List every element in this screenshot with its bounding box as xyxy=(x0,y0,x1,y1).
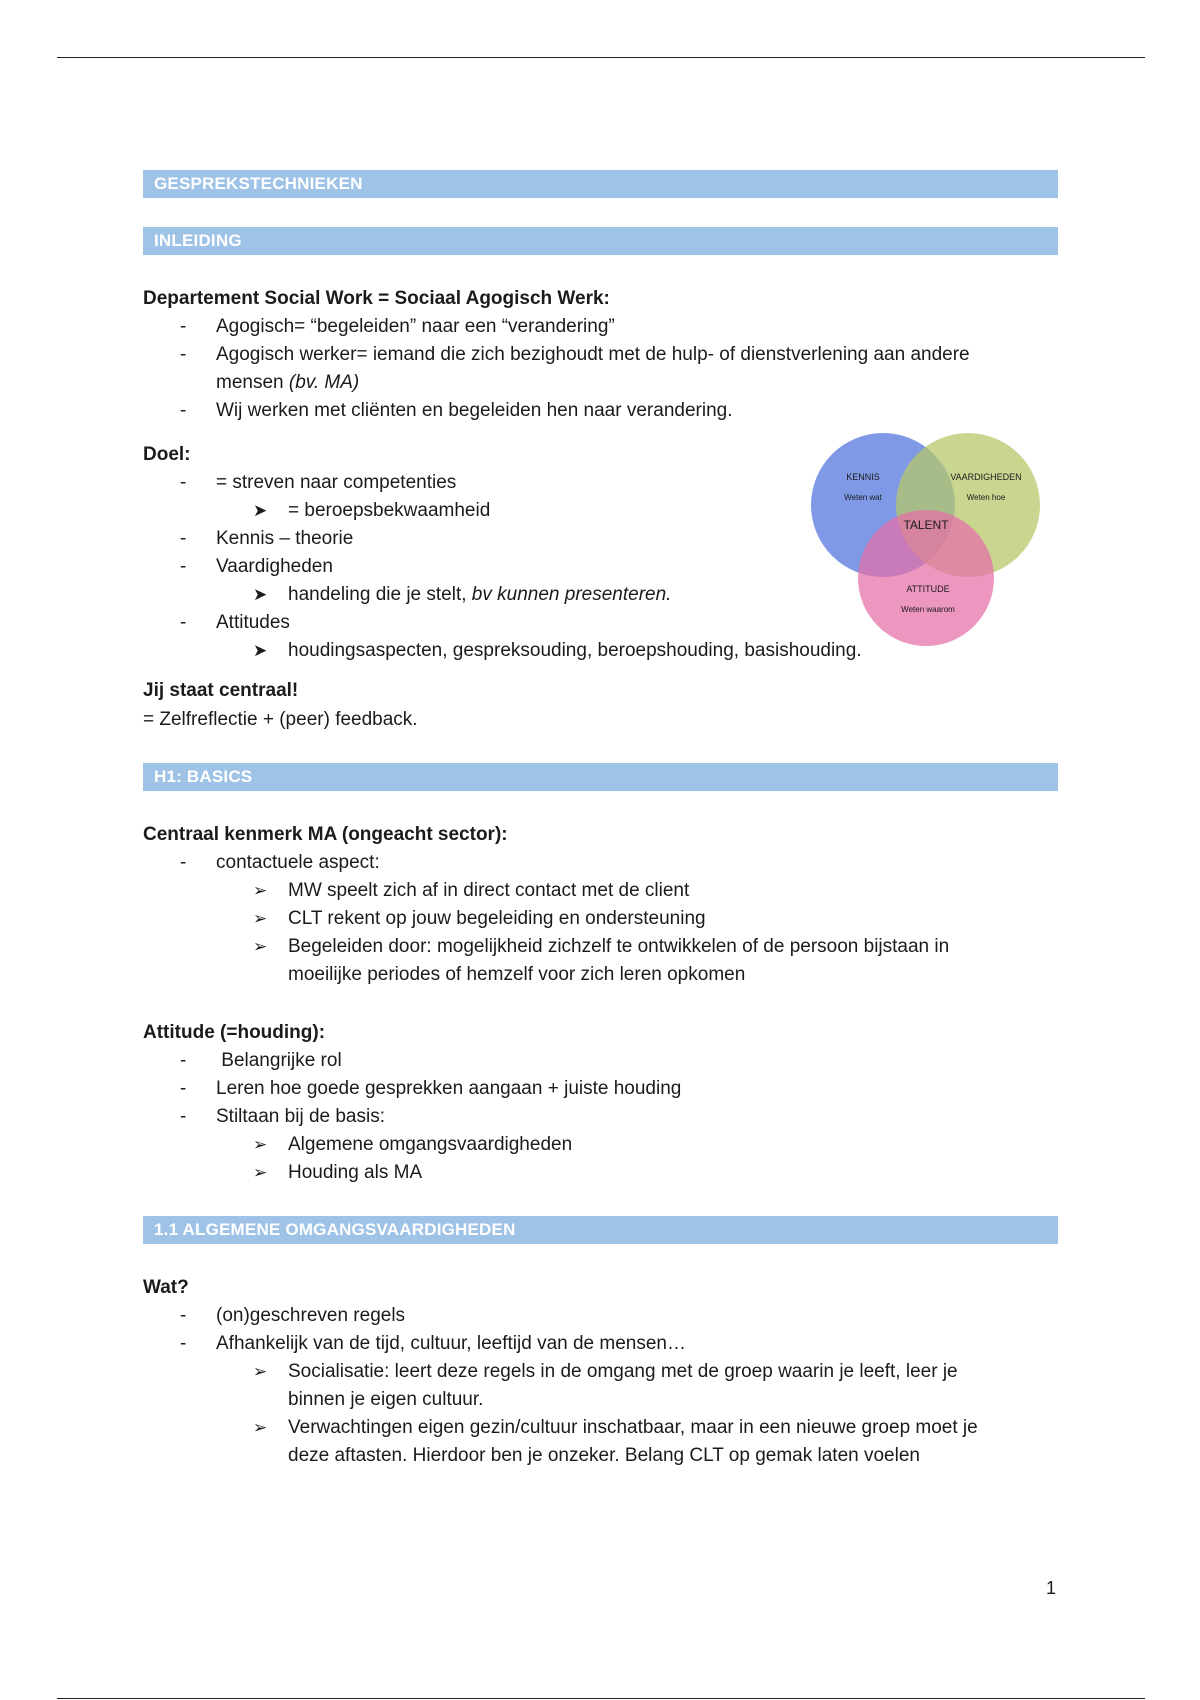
list-item-text: houdingsaspecten, gespreksouding, beroepshouding, basishouding. xyxy=(288,640,862,661)
list-item-text: contactuele aspect: xyxy=(216,852,380,873)
list-item-text: Kennis – theorie xyxy=(216,528,354,549)
venn-sublabel-attitude: Weten waarom xyxy=(901,605,955,614)
centraal-heading: Jij staat centraal! xyxy=(143,680,299,701)
list-item xyxy=(143,1414,1058,1470)
arrow-bullet-icon: ➢ xyxy=(253,1135,268,1154)
list-item-text: Stiltaan bij de basis: xyxy=(216,1106,385,1127)
section-heading-basics: H1: BASICS xyxy=(143,763,1058,791)
list-item-text: Agogisch= “begeleiden” naar een “verandering” xyxy=(216,316,615,337)
list-item-text: Afhankelijk van de tijd, cultuur, leeftijd van de mensen… xyxy=(216,1333,686,1354)
attitude-heading: Attitude (=houding): xyxy=(143,1022,326,1043)
list-item-text: Wij werken met cliënten en begeleiden hen naar verandering. xyxy=(216,400,733,421)
list-item-text: bv kunnen presenteren. xyxy=(471,584,672,605)
list-item-text: moeilijke periodes of hemzelf voor zich leren opkomen xyxy=(288,964,746,985)
list-item xyxy=(143,1131,1058,1159)
list-item-text: = beroepsbekwaamheid xyxy=(288,500,491,521)
list-item xyxy=(143,313,1058,341)
venn-label-vaardigheden: VAARDIGHEDEN xyxy=(950,472,1022,482)
list-item xyxy=(143,877,1058,905)
arrow-bullet-icon: ➢ xyxy=(253,1418,268,1437)
list-item-text: (bv. MA) xyxy=(288,372,360,393)
venn-center-label: TALENT xyxy=(903,518,949,532)
attitude-list xyxy=(143,1047,1058,1187)
list-item-text: mensen xyxy=(216,372,284,393)
list-item xyxy=(143,1302,1058,1330)
list-item xyxy=(143,1103,1058,1131)
list-item xyxy=(143,1330,1058,1358)
competence-venn-diagram xyxy=(783,430,1043,655)
list-item-text: Begeleiden door: mogelijkheid zichzelf te ontwikkelen of de persoon bijstaan in xyxy=(288,936,950,957)
wat-heading: Wat? xyxy=(143,1277,189,1298)
list-item-text: deze aftasten. Hierdoor ben je onzeker. Belang CLT op gemak laten voelen xyxy=(288,1445,920,1466)
kenmerk-heading: Centraal kenmerk MA (ongeacht sector): xyxy=(143,824,508,845)
list-item-text: MW speelt zich af in direct contact met de client xyxy=(288,880,690,901)
list-item-text: Verwachtingen eigen gezin/cultuur inschatbaar, maar in een nieuwe groep moet je xyxy=(288,1417,978,1438)
wat-list xyxy=(143,1302,1058,1470)
list-item-text: Houding als MA xyxy=(288,1162,423,1183)
list-item xyxy=(143,397,1058,425)
venn-sublabel-kennis: Weten wat xyxy=(844,493,882,502)
list-item xyxy=(143,849,1058,877)
list-item-text: Agogisch werker= iemand die zich bezighoudt met de hulp- of dienstverlening aan andere xyxy=(216,344,970,365)
arrow-bullet-icon: ➤ xyxy=(253,641,268,660)
page-number: 1 xyxy=(1046,1578,1057,1598)
centraal-line: = Zelfreflectie + (peer) feedback. xyxy=(143,709,418,730)
intro-list xyxy=(143,313,1058,425)
list-item-text: Algemene omgangsvaardigheden xyxy=(288,1134,573,1155)
header-rule xyxy=(57,57,1145,58)
list-item xyxy=(143,933,1058,989)
arrow-bullet-icon: ➢ xyxy=(253,909,268,928)
list-item xyxy=(143,1358,1058,1414)
list-item-text: = streven naar competenties xyxy=(216,472,457,493)
arrow-bullet-icon: ➢ xyxy=(253,1163,268,1182)
list-item-text: Attitudes xyxy=(216,612,290,633)
section-heading-algemene: 1.1 ALGEMENE OMGANGSVAARDIGHEDEN xyxy=(143,1216,1058,1244)
arrow-bullet-icon: ➤ xyxy=(253,585,268,604)
arrow-bullet-icon: ➤ xyxy=(253,501,268,520)
list-item xyxy=(143,1075,1058,1103)
list-item xyxy=(143,905,1058,933)
footer-rule xyxy=(57,1698,1145,1699)
arrow-bullet-icon: ➢ xyxy=(253,1362,268,1381)
list-item-text: binnen je eigen cultuur. xyxy=(288,1389,484,1410)
list-item xyxy=(143,341,1058,397)
arrow-bullet-icon: ➢ xyxy=(253,937,268,956)
document-page xyxy=(143,170,1058,1470)
venn-sublabel-vaardigheden: Weten hoe xyxy=(966,493,1006,502)
list-item-text: CLT rekent op jouw begeleiding en ondersteuning xyxy=(288,908,706,929)
list-item-text: Belangrijke rol xyxy=(216,1050,342,1071)
list-item-text: (on)geschreven regels xyxy=(216,1305,406,1326)
section-heading-inleiding: INLEIDING xyxy=(143,227,1058,255)
list-item xyxy=(143,1047,1058,1075)
venn-label-kennis: KENNIS xyxy=(846,472,880,482)
list-item xyxy=(143,1159,1058,1187)
list-item-text: Socialisatie: leert deze regels in de omgang met de groep waarin je leeft, leer je xyxy=(288,1361,958,1382)
arrow-bullet-icon: ➢ xyxy=(253,881,268,900)
venn-label-attitude: ATTITUDE xyxy=(906,584,950,594)
list-item-text: handeling die je stelt, xyxy=(288,584,467,605)
document-title: GESPREKSTECHNIEKEN xyxy=(143,170,1058,198)
list-item-text: Vaardigheden xyxy=(216,556,333,577)
intro-heading: Departement Social Work = Sociaal Agogisch Werk: xyxy=(143,288,610,309)
list-item-text: Leren hoe goede gesprekken aangaan + juiste houding xyxy=(216,1078,682,1099)
kenmerk-list xyxy=(143,849,1058,989)
doel-heading: Doel: xyxy=(143,444,191,465)
